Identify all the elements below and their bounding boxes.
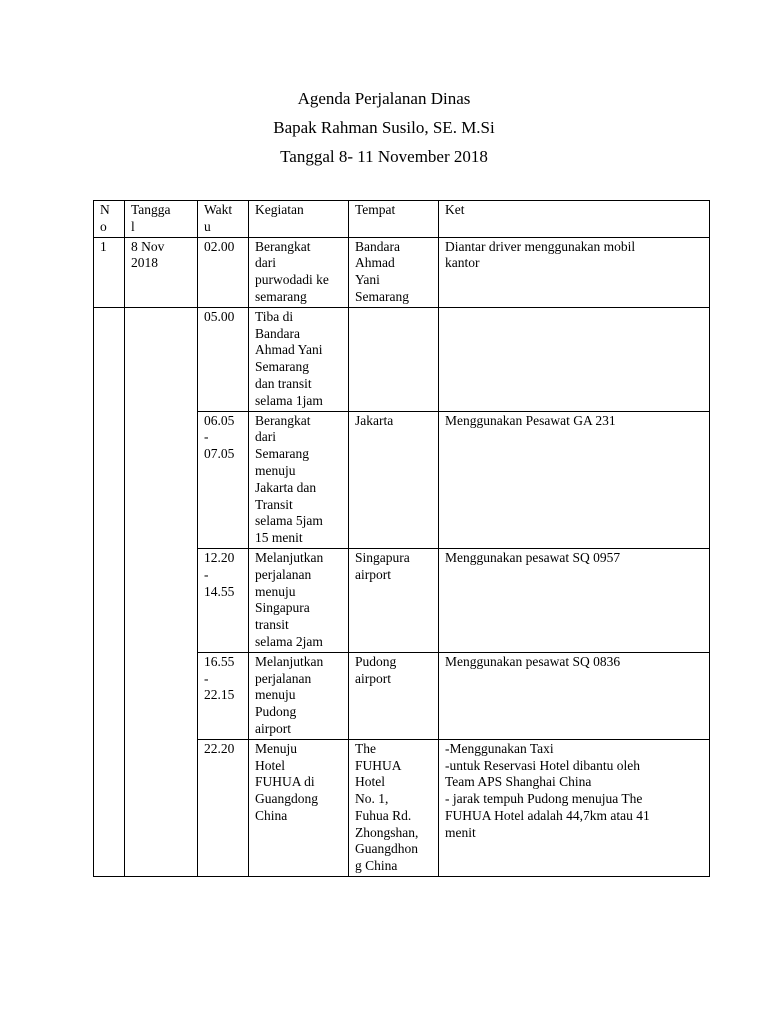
cell-ket: -Menggunakan Taxi -untuk Reservasi Hotel dibantu oleh Team APS Shanghai China - jarak tempuh Pudong menujua The FUHUA Hotel adalah 44,7km atau 41 menit — [439, 739, 710, 876]
cell-kegiatan: Melanjutkan perjalanan menuju Pudong airport — [249, 652, 349, 739]
table-row — [94, 307, 710, 411]
cell-tempat: Bandara Ahmad Yani Semarang — [349, 237, 439, 307]
cell-ket: Diantar driver menggunakan mobil kantor — [439, 237, 710, 307]
header-waktu: Wakt u — [198, 201, 249, 238]
cell-tanggal — [125, 411, 198, 548]
document-title: Agenda Perjalanan Dinas — [297, 89, 471, 108]
table-header-row — [94, 201, 710, 238]
header-tanggal: Tangga l — [125, 201, 198, 238]
cell-waktu: 22.20 — [198, 739, 249, 876]
cell-waktu: 12.20 - 14.55 — [198, 548, 249, 652]
table-row — [94, 739, 710, 876]
cell-no — [94, 548, 125, 652]
header-tempat: Tempat — [349, 201, 439, 238]
table-row — [94, 237, 710, 307]
cell-tanggal — [125, 652, 198, 739]
cell-tanggal: 8 Nov 2018 — [125, 237, 198, 307]
cell-tempat: Pudong airport — [349, 652, 439, 739]
cell-waktu: 06.05 - 07.05 — [198, 411, 249, 548]
cell-tanggal — [125, 739, 198, 876]
cell-waktu: 02.00 — [198, 237, 249, 307]
cell-tempat: Jakarta — [349, 411, 439, 548]
cell-kegiatan: Melanjutkan perjalanan menuju Singapura transit selama 2jam — [249, 548, 349, 652]
cell-kegiatan: Menuju Hotel FUHUA di Guangdong China — [249, 739, 349, 876]
cell-tanggal — [125, 307, 198, 411]
cell-tempat: The FUHUA Hotel No. 1, Fuhua Rd. Zhongshan, Guangdhon g China — [349, 739, 439, 876]
document-subtitle-date: Tanggal 8- 11 November 2018 — [280, 147, 488, 166]
cell-kegiatan: Berangkat dari purwodadi ke semarang — [249, 237, 349, 307]
cell-no — [94, 307, 125, 411]
header-kegiatan: Kegiatan — [249, 201, 349, 238]
cell-kegiatan: Tiba di Bandara Ahmad Yani Semarang dan transit selama 1jam — [249, 307, 349, 411]
cell-kegiatan: Berangkat dari Semarang menuju Jakarta dan Transit selama 5jam 15 menit — [249, 411, 349, 548]
table-row — [94, 548, 710, 652]
cell-no — [94, 739, 125, 876]
cell-ket — [439, 307, 710, 411]
cell-no: 1 — [94, 237, 125, 307]
cell-no — [94, 411, 125, 548]
cell-ket: Menggunakan pesawat SQ 0836 — [439, 652, 710, 739]
cell-tempat — [349, 307, 439, 411]
header-no: N o — [94, 201, 125, 238]
cell-tempat: Singapura airport — [349, 548, 439, 652]
cell-ket: Menggunakan pesawat SQ 0957 — [439, 548, 710, 652]
agenda-table — [93, 200, 710, 877]
document-subtitle-name: Bapak Rahman Susilo, SE. M.Si — [273, 118, 495, 137]
cell-tanggal — [125, 548, 198, 652]
cell-ket: Menggunakan Pesawat GA 231 — [439, 411, 710, 548]
cell-waktu: 05.00 — [198, 307, 249, 411]
table-row — [94, 652, 710, 739]
cell-no — [94, 652, 125, 739]
table-row — [94, 411, 710, 548]
header-ket: Ket — [439, 201, 710, 238]
cell-waktu: 16.55 - 22.15 — [198, 652, 249, 739]
